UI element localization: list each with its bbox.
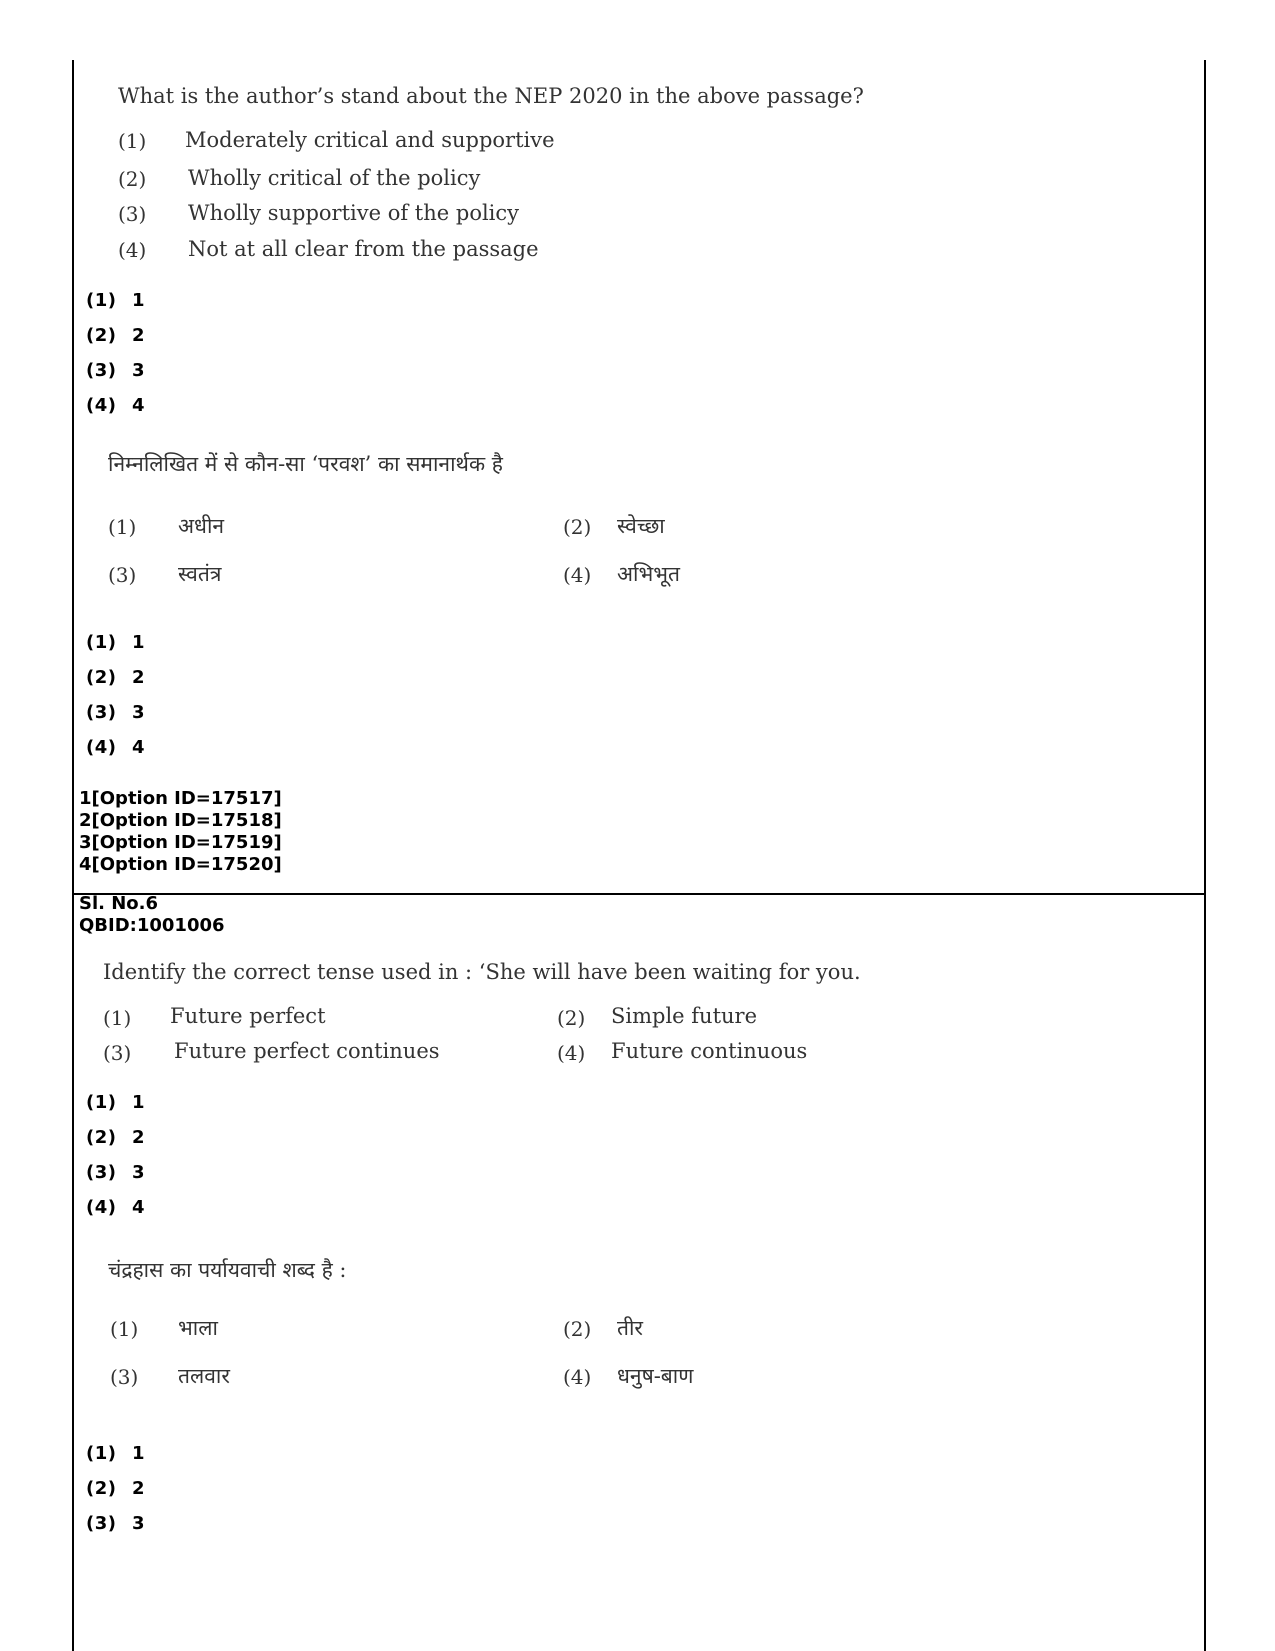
answer-choice[interactable]: (1) 1 [86, 1092, 146, 1113]
option-number: (4) [563, 1365, 592, 1389]
option-number: (3) [118, 202, 147, 226]
option-number: (1) [108, 515, 137, 539]
option-number: (2) [557, 1006, 586, 1030]
answer-choice[interactable]: (3) 3 [86, 1162, 146, 1183]
option-number: (3) [103, 1041, 132, 1065]
answer-choice[interactable]: (4) 4 [86, 1197, 146, 1218]
option-text: Wholly supportive of the policy [188, 201, 520, 225]
answer-choice[interactable]: (1) 1 [86, 290, 146, 311]
option-number: (4) [563, 563, 592, 587]
option-text: अभिभूत [617, 562, 680, 586]
answer-choice[interactable]: (1) 1 [86, 632, 146, 653]
option-text: स्वेच्छा [617, 514, 665, 538]
answer-choice[interactable]: (4) 4 [86, 395, 146, 416]
section-header [79, 893, 225, 937]
answer-choice[interactable]: (3) 3 [86, 360, 146, 381]
option-number: (2) [118, 167, 147, 191]
option-id: 3[Option ID=17519] [79, 832, 282, 853]
option-text: Moderately critical and supportive [185, 128, 555, 152]
qbid: QBID:1001006 [79, 915, 225, 936]
option-number: (2) [563, 1317, 592, 1341]
section-divider [72, 893, 1206, 895]
question-stem: What is the author’s stand about the NEP 2020 in the above passage? [118, 84, 864, 108]
serial-number: Sl. No.6 [79, 893, 159, 914]
option-text: तीर [617, 1316, 643, 1340]
option-number: (4) [118, 238, 147, 262]
option-text: Future perfect continues [174, 1039, 440, 1063]
option-text: Future perfect [170, 1004, 326, 1028]
option-number: (1) [103, 1006, 132, 1030]
answer-choice[interactable]: (2) 2 [86, 1478, 146, 1499]
question-stem: चंद्रहास का पर्यायवाची शब्द है : [108, 1258, 347, 1282]
answer-choice[interactable]: (3) 3 [86, 1513, 146, 1534]
answer-choice[interactable]: (2) 2 [86, 325, 146, 346]
option-text: Future continuous [611, 1039, 808, 1063]
question-stem: Identify the correct tense used in : ‘She will have been waiting for you. [103, 960, 861, 984]
option-number: (2) [563, 515, 592, 539]
answer-choice[interactable]: (3) 3 [86, 702, 146, 723]
answer-choice[interactable]: (4) 4 [86, 737, 146, 758]
answer-choice[interactable]: (1) 1 [86, 1443, 146, 1464]
option-text: धनुष-बाण [617, 1364, 694, 1388]
option-id-list [79, 788, 282, 876]
option-text: भाला [178, 1316, 218, 1340]
option-text: स्वतंत्र [178, 562, 222, 586]
option-number: (1) [110, 1317, 139, 1341]
option-text: Not at all clear from the passage [188, 237, 539, 261]
option-id: 1[Option ID=17517] [79, 788, 282, 809]
option-number: (3) [108, 563, 137, 587]
question-stem: निम्नलिखित में से कौन-सा ‘परवश’ का समानार्थक है [108, 452, 503, 476]
option-id: 2[Option ID=17518] [79, 810, 282, 831]
answer-choice[interactable]: (2) 2 [86, 667, 146, 688]
option-id: 4[Option ID=17520] [79, 854, 282, 875]
option-text: अधीन [178, 514, 225, 538]
option-text: Simple future [611, 1004, 758, 1028]
option-number: (1) [118, 129, 147, 153]
option-text: तलवार [178, 1364, 230, 1388]
option-text: Wholly critical of the policy [188, 166, 481, 190]
option-number: (4) [557, 1041, 586, 1065]
option-number: (3) [110, 1365, 139, 1389]
answer-choice[interactable]: (2) 2 [86, 1127, 146, 1148]
